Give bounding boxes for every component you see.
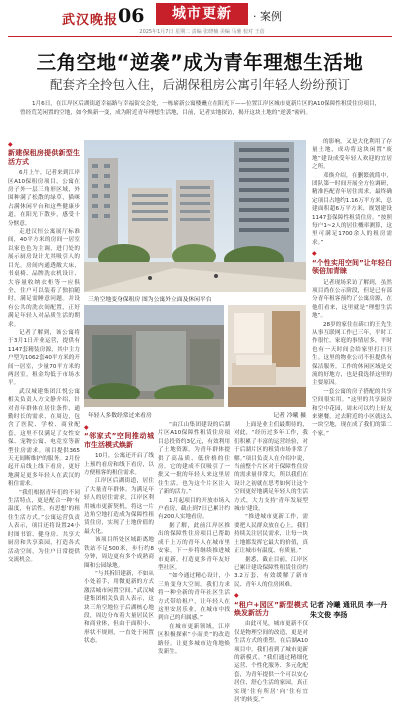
page-number: 06 (118, 5, 145, 27)
diamond-icon: ◆ (8, 141, 13, 148)
section-subhead-4 (234, 592, 308, 617)
section-subhead-3 (84, 424, 154, 449)
headline: 三角空地“逆袭”成为青年理想生活地 (36, 51, 364, 74)
paragraph: 上面是业主们最期待的，对此，“经历过多年工作，我们积累了丰富的运营经验，对于后湖片区的租赁市场非常了解。”项目负责人在介绍中说，当前整个片区对于保障性住房的需求量非常大，所以我们在设计之初就在思考如何让这个空间更好地满足年轻人的生活方式，大力支持‘青年发展型城市’建设。 (234, 422, 308, 513)
paragraph: “如今通过精心设计，小三角变身大空间。我们力求将一种全新的青年社区生活方式带给租户，让年轻人在这里安居乐业，在城市中找到自己的归属感。” (158, 573, 230, 622)
paragraph: 28岁的家住在硚口的王先生从事互联网工作已三年，平时工作很忙，家庭的事情居多，平时也有一天时间会给家里打扫卫生。这里的物业公司不但提供有保洁服务。工作的休闲区域是交流的好地方，也是我选择这里的主要原因。 (312, 321, 392, 387)
subhead-text: “邻家式”空间推动城市生活模式焕新 (84, 432, 154, 449)
diamond-icon: ◆ (84, 424, 89, 431)
paragraph: “推进城市更新工作，需要把人民群众放在心上，我们持续关注居民需求，让每一块土地都发挥它最大的价值，真正让城市有温度、有质量。” (234, 514, 308, 555)
apartment-building-image (84, 140, 306, 292)
paragraph: 1月起项目的开放市场入户看房，截止到7日已累计约有200人实地看房。 (158, 497, 230, 521)
article-column-4 (158, 421, 230, 655)
masthead (0, 0, 400, 35)
paragraph: 由此可见，城市更新不仅仅是物理空间的改造，更是对生活方式的重塑。在后湖A10项目中，我们看到了城市更新的新模式。“我们通过精细化运营、个性化服务、多元化配套，为青年提供一个可以安心居住、舒心生活的家园，真正实现‘住有所居’向‘住有宜居’的转变。” (234, 621, 308, 703)
article-column-3 (312, 138, 392, 616)
paragraph: 10月，公寓还开启了线上预约看房和线下看房，以方便租客的租住需求。 (84, 453, 154, 477)
subhead-text: “租户+园区”新型模式焕发新活力 (234, 600, 308, 617)
paragraph: 记者现场采访了解到，虽然项目尚在公示阶段，但是已有部分青年租客预约了公寓房源，在他们看来，这里就是“理想生活地”。 (312, 279, 392, 320)
photo-room-interior (228, 305, 306, 407)
paragraph: “与其拆旧建新，不如从小处着手，用微更新的方式激活城市闲置空间。”武汉城建集团相关负责人表示，这块三角空地位于后湖核心地段，周边分布着大量居民区和商业体，但由于面积小、形状不规则，一直处于闲置状态。 (84, 570, 154, 645)
publication-info: 2025年1月7日 星期二 责编 张晓楠 美编 马驰 校对 王蓓 (139, 29, 265, 35)
paragraph: 在城市更新领域，江岸区积极探索“小而美”的改造路径，让更多城市边角地焕发新生。 (158, 623, 230, 655)
diamond-icon: ◆ (312, 250, 317, 258)
paragraph: 江岸区后湖街道，居住了大量青年群体。为满足年轻人的居住需求，江岸区利用城市更新契机，将这一片边角空地打造成为保障性租赁住房，实现了土地价值的最大化。 (84, 478, 154, 535)
paragraph: 邓焕介绍，在删繁就简中，团队第一时间开展全方位调研，精准匹配青年居住需求，最终确定项目占地约1.16万平方米，总建面积超6万平方米，规划建设1147套保障性租赁住房。“按照每户1~2人的居住概率测算，这里可满足1700余人的租房需求。” (312, 172, 392, 246)
subhead-text: 新建保租房提供新型生活方式 (8, 149, 80, 166)
section-subtitle: · 案例 (253, 10, 282, 23)
subheadline: 配套齐全拎包入住，后湖保租房公寓引年轻人纷纷预订 (49, 77, 350, 92)
photo-apartment-building (84, 140, 306, 292)
room-interior-image (228, 305, 306, 407)
paragraph: 一套公寓的房子搭配的共享空间很实用。“这里的共享厨房和空中花园，周末可以约上好友来聚餐，过去附近的小区就这么一块空地，现在成了我们的第二个家。” (312, 388, 392, 437)
byline: 记者 冷曦 通讯员 李一丹 朱文俊 李扬 (310, 601, 388, 619)
paragraph: “由江山集团建设的后湖片区A10保障性租赁住房项目总投资约3亿元，有效利用了土地资源，为青年群体提供了高品质、低价格的住房。它的建成不仅吸引了一批又一批的年轻人来这里居住生活，也为这个片区注入了新的活力。” (158, 422, 230, 496)
photo-rooftop (84, 305, 224, 407)
photo-caption-1: 三角空地变身保租房 图为公寓外立面及休闲平台 (88, 297, 212, 303)
paragraph: 走进汉恒公寓展厅标准间，40平方米的房间一居室以家色色为主调，进门处的展示厨房设计尤其吸引人的目光。房间内通透敞大床，书桌椅、品牌洗衣机设计、大容量收纳衣柜等一应俱全，住户可以装着了独拍随时，满足需睡意问题。并设有公共的洗衣间配置，正好满足年轻人对品质生活的期求。 (8, 229, 80, 328)
article-column-1 (8, 138, 80, 616)
paragraph: 6月上午，记者来到江岸区A10保租房项目，公寓在房子外一层三角形区域，外围种满了松散的绿草，猫咪占满休闲平台和这些健康步道，在阳光下散步，感受十分惬意。 (8, 170, 80, 227)
article-column-2 (84, 421, 154, 645)
paragraph: “我们根据青年们的不同生活特点，更是配合一种‘有温度，有活性，有思想’的租住生活方式。”公寓运营负责人表示，项目还将设置24小时图书馆、健身房、共享大厨房和共享菜园，打造各式活动空间，为住户日常提供交流机会。 (8, 489, 80, 563)
paper-name: 武汉晚报 (62, 13, 119, 28)
paragraph: 据悉，截止目前，江岸区已累计建设保障性租赁住房约3.2万套，有效缓解了新市民、青年人的住房困难。 (234, 556, 308, 588)
rooftop-image (84, 305, 224, 407)
subhead-text: “个性实用空间”让年轻白领倍加青睐 (312, 258, 392, 276)
photo-caption-3: 记者 冷曦 摄 (273, 413, 306, 419)
paragraph: 武汉城建集团江悦公寓相关负责人方文静介绍，针对青年群体在居住条件、通勤时长的需求，在周边，包含了医院、学校、商业配套，这里不仅满足了女性安保、宠物公寓、电竞室等新型住房需求。项目提供365天无间断维护的服务。2月份起开启线上线下看房，更好地满足更多年轻人在武汉的租住需求。 (8, 388, 80, 488)
paragraph: 的影响。又是大化利用了存量土地，成功将这块闲置“废地”建设成受年轻人欢迎的宜居之所。 (312, 139, 392, 171)
photo-caption-2: 年轻人多数经常过来看房 (88, 413, 152, 419)
section-subhead-1 (8, 141, 80, 166)
article-column-5 (234, 421, 308, 703)
section-title: 城市更新 (156, 3, 248, 25)
section-subhead-2 (312, 250, 392, 275)
lead-paragraph: 1月6日，在江岸区后湖街道幸福路与幸福街交会处，一栋崭新公寓楼矗立在阳光下——位置江岸区城市更新片区的A10保障性租赁住房项目，曾经荒芜闲置的空地，如今焕新一变，成为附近青年理想生活地，目前，记者实地探访，揭开这块土地的“逆袭”密码。 (20, 101, 381, 116)
diamond-icon: ◆ (234, 592, 239, 600)
paragraph: 记者了解到，该公寓将于3月1日开业运营，提供有1147套精装房源，其中主力户型为1062套40平方米的开间一居室，少量70平方米的两居室，租金均低于市场水平。 (8, 329, 80, 387)
paragraph: 据了解，此前江岸区推出的保障性住房项目已帮助成千上万的青年人在城市里安家，下一步将继续推进城市更新，打造更多青年友好型社区。 (158, 522, 230, 571)
paragraph: 该项目所处区域距离地铁站不足500米，步行约8分钟，周边更有多个成熟商圈和公园绿地。 (84, 537, 154, 569)
header-divider (8, 36, 392, 37)
